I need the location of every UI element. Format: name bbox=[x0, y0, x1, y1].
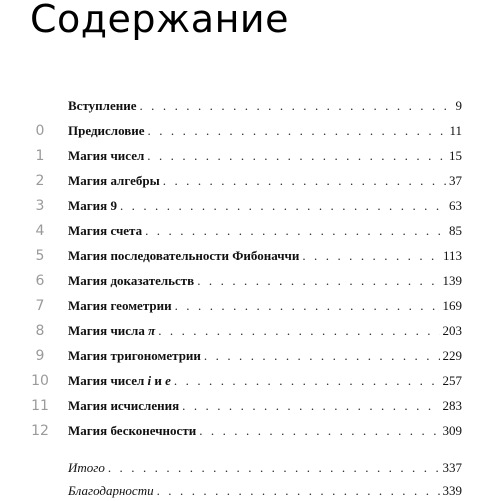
chapter-number: 4 bbox=[35, 223, 45, 239]
page-number: 9 bbox=[455, 98, 462, 113]
page-number: 283 bbox=[442, 398, 462, 413]
dot-leader bbox=[163, 171, 446, 191]
chapter-number: 2 bbox=[35, 173, 45, 189]
chapter-title: Магия счета bbox=[68, 223, 143, 238]
chapter-number: 12 bbox=[31, 423, 49, 439]
dot-leader bbox=[148, 121, 447, 141]
page-number: 339 bbox=[442, 483, 462, 498]
page-number: 113 bbox=[442, 248, 462, 263]
page-number: 229 bbox=[442, 348, 462, 363]
chapter-title-text: Магия числа bbox=[68, 323, 145, 338]
chapter-number: 6 bbox=[35, 273, 45, 289]
toc-entry[interactable] bbox=[0, 246, 500, 266]
toc-entry[interactable] bbox=[0, 346, 500, 366]
imaginary-unit-symbol: i bbox=[147, 373, 152, 388]
dot-leader bbox=[175, 296, 440, 316]
chapter-number: 1 bbox=[35, 148, 45, 164]
toc-entry[interactable] bbox=[0, 171, 500, 191]
chapter-title bbox=[68, 371, 171, 391]
dot-leader bbox=[157, 481, 440, 501]
chapter-title bbox=[68, 321, 155, 341]
chapter-number: 10 bbox=[31, 373, 49, 389]
page-number: 63 bbox=[449, 198, 462, 213]
toc-back-entry[interactable] bbox=[0, 458, 500, 478]
dot-leader bbox=[147, 146, 446, 166]
chapter-title: Магия исчисления bbox=[68, 398, 180, 413]
chapter-title: Магия 9 bbox=[68, 198, 117, 213]
chapter-number: 5 bbox=[35, 248, 45, 264]
toc-entry[interactable] bbox=[0, 321, 500, 341]
toc-entry[interactable] bbox=[0, 296, 500, 316]
page-number: 85 bbox=[449, 223, 462, 238]
chapter-number: 3 bbox=[35, 198, 45, 214]
chapter-title: Магия чисел bbox=[68, 148, 145, 163]
chapter-number: 8 bbox=[35, 323, 45, 339]
dot-leader bbox=[204, 346, 440, 366]
chapter-number: 7 bbox=[35, 298, 45, 314]
page-number: 337 bbox=[442, 460, 462, 475]
page-number: 203 bbox=[442, 323, 462, 338]
chapter-title-text: Магия чисел bbox=[68, 373, 145, 388]
toc-entry[interactable] bbox=[0, 421, 500, 441]
dot-leader bbox=[158, 321, 439, 341]
page-number: 37 bbox=[449, 173, 462, 188]
dot-leader bbox=[182, 396, 439, 416]
page-title: Содержание bbox=[30, 0, 289, 41]
chapter-title: Магия геометрии bbox=[68, 298, 172, 313]
toc-entry[interactable] bbox=[0, 196, 500, 216]
chapter-title: Вступление bbox=[68, 98, 137, 113]
dot-leader bbox=[197, 271, 439, 291]
dot-leader bbox=[174, 371, 440, 391]
page-number: 139 bbox=[442, 273, 462, 288]
dot-leader bbox=[199, 421, 439, 441]
toc-entry[interactable] bbox=[0, 371, 500, 391]
dot-leader bbox=[108, 458, 440, 478]
page-number: 169 bbox=[442, 298, 462, 313]
conjunction: и bbox=[154, 373, 162, 388]
dot-leader bbox=[302, 246, 440, 266]
toc-entry[interactable] bbox=[0, 146, 500, 166]
chapter-title: Магия доказательств bbox=[68, 273, 195, 288]
page-number: 15 bbox=[449, 148, 462, 163]
chapter-title: Магия алгебры bbox=[68, 173, 160, 188]
back-matter-title: Итого bbox=[68, 460, 105, 475]
page-number: 257 bbox=[442, 373, 462, 388]
toc-entry[interactable] bbox=[0, 96, 500, 116]
chapter-number: 0 bbox=[35, 123, 45, 139]
back-matter-title: Благодарности bbox=[68, 483, 154, 498]
toc-entry[interactable] bbox=[0, 221, 500, 241]
pi-symbol: π bbox=[148, 323, 156, 338]
toc-back-entry[interactable] bbox=[0, 481, 500, 501]
dot-leader bbox=[120, 196, 446, 216]
page-number: 11 bbox=[449, 123, 462, 138]
chapter-number: 9 bbox=[35, 348, 45, 364]
toc-entry[interactable] bbox=[0, 121, 500, 141]
toc-entry[interactable] bbox=[0, 396, 500, 416]
page-number: 309 bbox=[442, 423, 462, 438]
chapter-number: 11 bbox=[31, 398, 49, 414]
chapter-title: Магия тригонометрии bbox=[68, 348, 201, 363]
chapter-title: Магия бесконечности bbox=[68, 423, 197, 438]
toc-entry[interactable] bbox=[0, 271, 500, 291]
euler-number-symbol: e bbox=[165, 373, 171, 388]
dot-leader bbox=[145, 221, 446, 241]
chapter-title: Магия последовательности Фибоначчи bbox=[68, 248, 300, 263]
dot-leader bbox=[139, 96, 452, 116]
chapter-title: Предисловие bbox=[68, 123, 145, 138]
